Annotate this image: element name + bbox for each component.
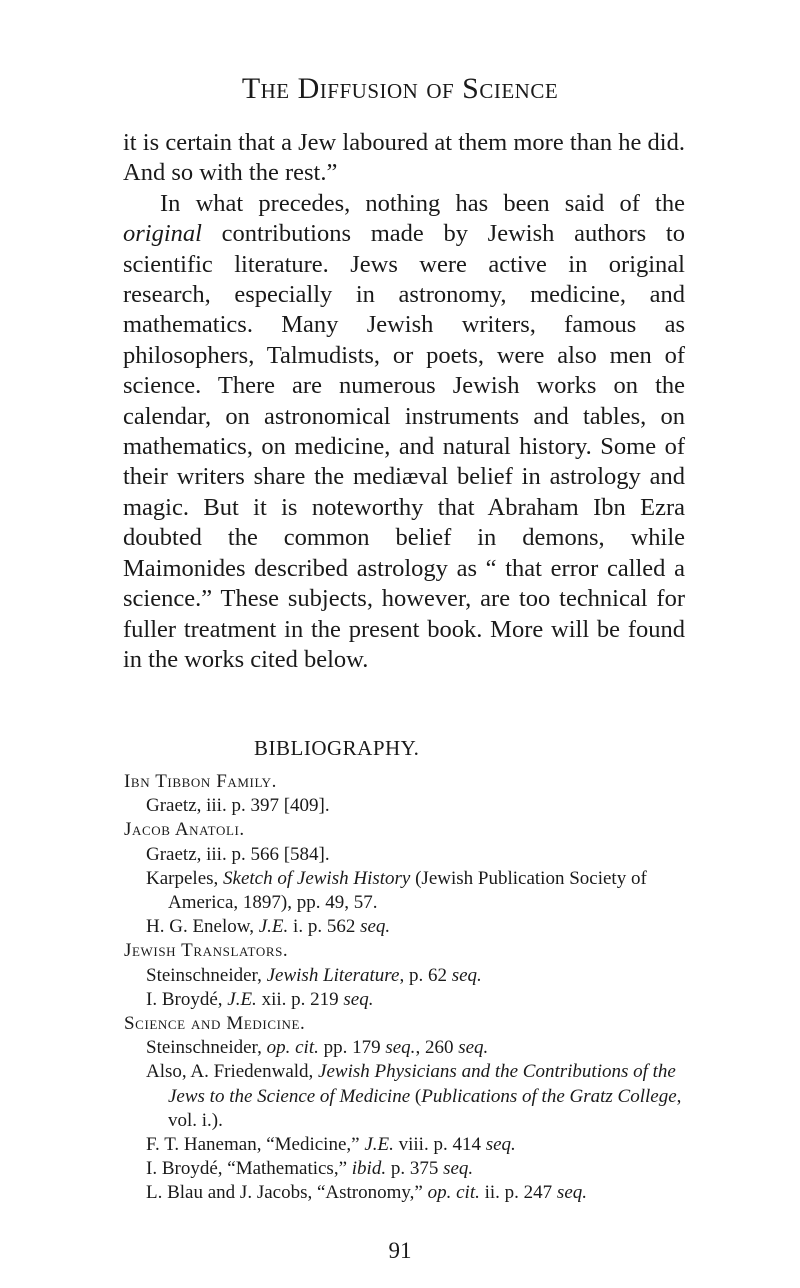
- entry-text: viii. p. 414: [393, 1134, 486, 1156]
- entry-seq: seq.: [451, 964, 482, 986]
- entry-seq: seq.: [458, 1037, 489, 1059]
- emphasis-original: original: [123, 220, 202, 248]
- bibliography-entry: [124, 915, 694, 939]
- paragraph-text: contributions made by Jewish authors to scientific literature. Jews were active in original research, especially in astronomy, medicine, and mathematics. Many Jewish writers, famous as philosophers, Talmudists, or poets, were also men of science. There are numerous Jewish works on the calendar, on astronomical instruments and tables, on mathematics, on medicine, and natural history. Some of their writers share the mediæval belief in astrology and magic. But it is noteworthy that Abraham Ibn Ezra doubted the common belief in demons, while Maimonides described astrology as “ that error called a science.” These subjects, however, are too technical for fuller treatment in the present book. More will be found in the works cited below.: [123, 220, 685, 673]
- bibliography-entry: [124, 1157, 694, 1181]
- bibliography-entry: [124, 867, 694, 915]
- page-number: 91: [388, 1238, 412, 1263]
- paragraph-continued: it is certain that a Jew laboured at them more than he did. And so with the rest.”: [123, 129, 685, 187]
- entry-publication: Publications of the Gratz College: [421, 1085, 677, 1107]
- entry-title: Jewish Physicians and the Contributions of the Jews to the Science of Medicine: [168, 1061, 676, 1107]
- entry-text: Steinschneider,: [146, 964, 267, 986]
- bibliography-section-head: Jewish Translators.: [124, 940, 289, 962]
- bibliography-entry: Graetz, iii. p. 397 [409].: [146, 795, 330, 817]
- entry-text: (: [410, 1085, 422, 1107]
- bibliography-entry: [124, 1181, 694, 1205]
- bibliography-section-head: Science and Medicine.: [124, 1013, 306, 1035]
- paragraph-main: [123, 189, 685, 676]
- entry-text: I. Broydé, “Mathematics,”: [146, 1158, 352, 1180]
- entry-opcit: op. cit.: [427, 1182, 480, 1204]
- entry-seq: seq.: [485, 1134, 516, 1156]
- entry-text: Also, A. Friedenwald,: [146, 1061, 319, 1083]
- entry-source: J.E.: [227, 988, 257, 1010]
- bibliography: [124, 770, 694, 1206]
- entry-seq: seq.: [443, 1158, 474, 1180]
- bibliography-section-head: Ibn Tibbon Family.: [124, 771, 278, 792]
- entry-text: i. p. 562: [288, 916, 361, 938]
- bibliography-entry: Graetz, iii. p. 566 [584].: [146, 843, 330, 865]
- entry-text: , p. 62: [399, 964, 452, 986]
- entry-title: Jewish Literature: [266, 964, 400, 986]
- entry-text: , vol. i.).: [168, 1085, 682, 1131]
- bibliography-entry: [124, 1133, 694, 1157]
- entry-seq: seq.: [556, 1182, 587, 1204]
- entry-text: F. T. Haneman, “Medicine,”: [146, 1134, 365, 1156]
- entry-source: J.E.: [258, 916, 289, 938]
- entry-seq: seq.: [385, 1037, 416, 1059]
- entry-text: p. 375: [386, 1158, 444, 1180]
- bibliography-title: BIBLIOGRAPHY.: [254, 736, 420, 760]
- entry-text: L. Blau and J. Jacobs, “Astronomy,”: [146, 1182, 428, 1204]
- bibliography-section-head: Jacob Anatoli.: [124, 819, 245, 841]
- entry-text: ii. p. 247: [479, 1182, 557, 1204]
- entry-seq: seq.: [360, 916, 391, 938]
- bibliography-entry: [124, 964, 694, 988]
- paragraph-text: In what precedes, nothing has been said of the: [160, 189, 685, 217]
- entry-text: xii. p. 219: [256, 988, 344, 1010]
- entry-text: Steinschneider,: [146, 1037, 267, 1059]
- bibliography-entry: [124, 988, 694, 1012]
- entry-ibid: ibid.: [351, 1158, 387, 1180]
- entry-text: (Jewish Publication Society of America, 1897), pp. 49, 57.: [168, 867, 647, 914]
- entry-text: H. G. Enelow,: [146, 916, 259, 938]
- running-head: The Diffusion of Science: [241, 72, 559, 105]
- bibliography-entry: [124, 1060, 694, 1133]
- bibliography-entry: [124, 1036, 694, 1060]
- body-text: [123, 128, 685, 675]
- entry-text: I. Broydé,: [146, 988, 228, 1010]
- entry-source: J.E.: [364, 1134, 394, 1156]
- entry-text: pp. 179: [318, 1037, 386, 1059]
- entry-text: Karpeles,: [146, 867, 224, 889]
- entry-seq: seq.: [343, 988, 374, 1010]
- entry-text: , 260: [415, 1037, 459, 1059]
- entry-title: Sketch of Jewish History: [223, 867, 411, 889]
- entry-opcit: op. cit.: [266, 1037, 319, 1059]
